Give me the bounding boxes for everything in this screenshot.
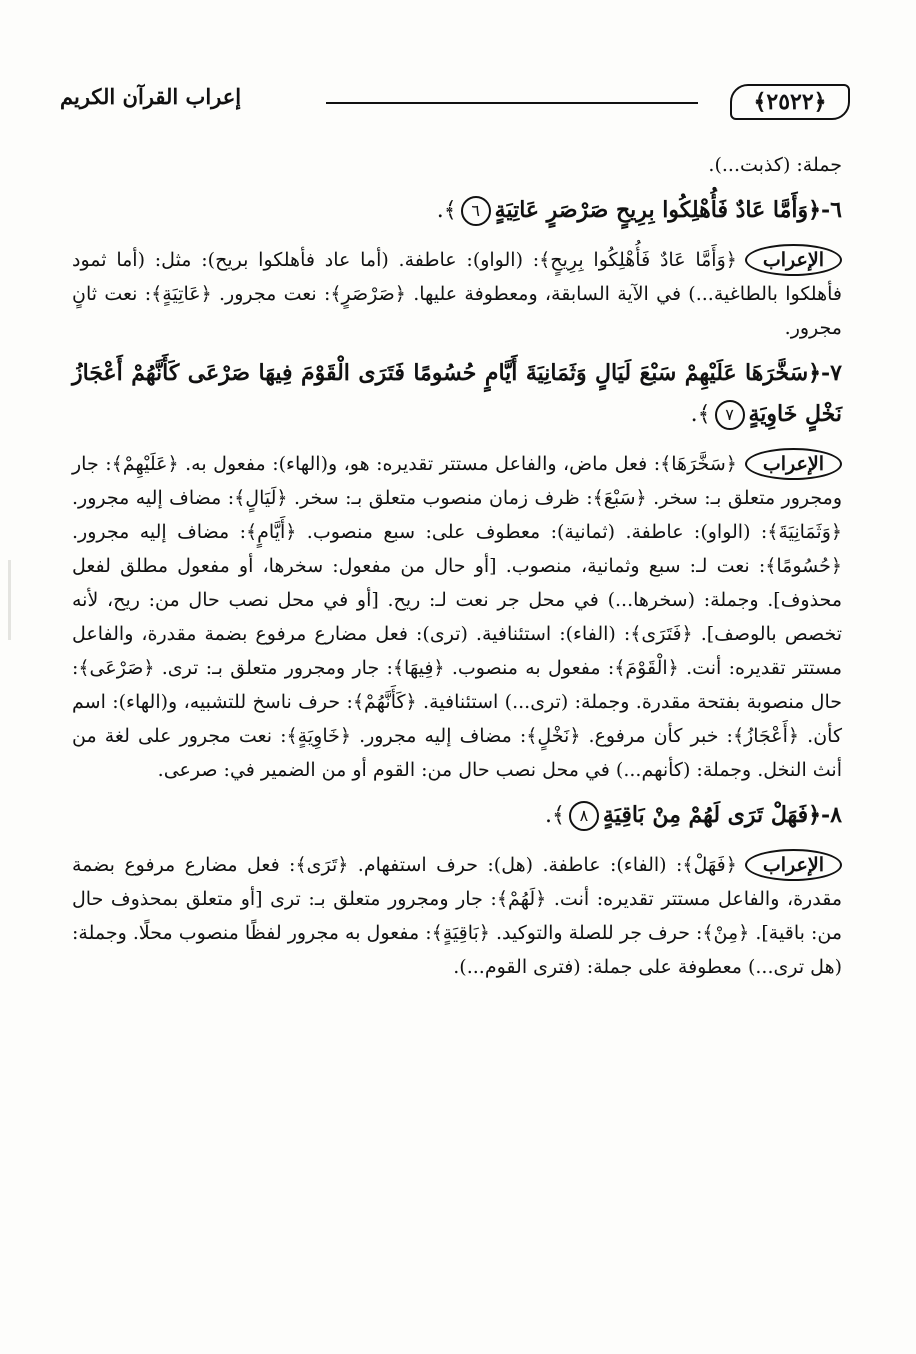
verse-number: ٨- <box>821 802 842 828</box>
book-title: إعراب القرآن الكريم <box>60 84 242 109</box>
page-header <box>60 78 850 130</box>
verse-number: ٧- <box>821 360 842 386</box>
verse-text: ﴿سَخَّرَهَا عَلَيْهِمْ سَبْعَ لَيَالٍ وَثَمَانِيَةَ أَيَّامٍ حُسُومًا فَتَرَى الْقَوْمَ فِيهَا صَرْعَى كَأَنَّهُمْ أَعْجَازُ نَخْلٍ خَاوِيَةٍ <box>72 360 842 427</box>
irab-text: ﴿سَخَّرَهَا﴾: فعل ماض، والفاعل مستتر تقديره: هو، و(الهاء): مفعول به. ﴿عَلَيْهِمْ﴾: جار ومجرور متعلق بـ: سخر. ﴿سَبْعَ﴾: ظرف زمان منصوب متعلق بـ: سخر. ﴿لَيَالٍ﴾: مضاف إليه مجرور. ﴿وَثَمَانِيَةَ﴾: (الواو): عاطفة. (ثمانية): معطوف على: سبع منصوب. ﴿أَيَّامٍ﴾: مضاف إليه مجرور. ﴿حُسُومًا﴾: نعت لـ: سبع وثمانية، منصوب. [أو حال من مفعول: سخرها، أو مفعول مطلق لفعل محذوف]. وجملة: (سخرها...) في محل جر نعت لـ: ريح. [أو في محل نصب حال من: ريح، لأنه تخصص بالوصف]. ﴿فَتَرَى﴾: (الفاء): استئنافية. (ترى): فعل مضارع مرفوع بضمة مقدرة، والفاعل مستتر تقديره: أنت. ﴿الْقَوْمَ﴾: مفعول به منصوب. ﴿فِيهَا﴾: جار ومجرور متعلق بـ: ترى. ﴿صَرْعَى﴾: حال منصوبة بفتحة مقدرة. وجملة: (ترى...) استئنافية. ﴿كَأَنَّهُمْ﴾: حرف ناسخ للتشبيه، و(الهاء): اسم كأن. ﴿أَعْجَازُ﴾: خبر كأن مرفوع. ﴿نَخْلٍ﴾: مضاف إليه مجرور. ﴿خَاوِيَةٍ﴾: نعت مجرور على لغة من أنث النخل. وجملة: (كأنهم...) في محل نصب حال من: القوم أو من الضمير في: صرعى. <box>72 453 842 781</box>
verse-text: ﴿وَأَمَّا عَادٌ فَأُهْلِكُوا بِرِيحٍ صَرْصَرٍ عَاتِيَةٍ <box>494 197 822 223</box>
ayah-marker: ٧ <box>715 400 745 430</box>
page-number-badge: ﴿٢٥٢٢﴾ <box>730 84 850 120</box>
verse-close: ﴾. <box>690 402 711 427</box>
verse-8 <box>72 795 842 836</box>
verse-text: ﴿فَهَلْ تَرَى لَهُمْ مِنْ بَاقِيَةٍ <box>602 802 822 828</box>
irab-text: ﴿وَأَمَّا عَادٌ فَأُهْلِكُوا بِرِيحٍ﴾: (الواو): عاطفة. (أما عاد فأهلكوا بريح): مثل: (أما ثمود فأهلكوا بالطاغية...) في الآية السابقة، ومعطوفة عليها. ﴿صَرْصَرٍ﴾: نعت مجرور. ﴿عَاتِيَةٍ﴾: نعت ثانٍ مجرور. <box>72 249 842 339</box>
verse-close: ﴾. <box>436 198 457 223</box>
irab-block-6 <box>72 243 842 345</box>
ayah-marker: ٦ <box>461 196 491 226</box>
page-content <box>72 148 842 992</box>
header-rule <box>326 102 698 104</box>
verse-close: ﴾. <box>545 803 565 828</box>
irab-text: ﴿فَهَلْ﴾: (الفاء): عاطفة. (هل): حرف استفهام. ﴿تَرَى﴾: فعل مضارع مرفوع بضمة مقدرة، والفاعل مستتر تقديره: أنت. ﴿لَهُمْ﴾: جار ومجرور متعلق بـ: ترى [أو متعلق بمحذوف حال من: باقية]. ﴿مِنْ﴾: حرف جر للصلة والتوكيد. ﴿بَاقِيَةٍ﴾: مفعول به مجرور لفظًا منصوب محلًا. وجملة: (هل ترى...) معطوفة على جملة: (فترى القوم...). <box>72 854 842 978</box>
ayah-marker: ٨ <box>569 801 599 831</box>
irab-block-8 <box>72 848 842 984</box>
verse-number: ٦- <box>821 197 842 223</box>
verse-7 <box>72 353 842 435</box>
irab-label: الإعراب <box>745 448 842 480</box>
verse-6 <box>72 190 842 231</box>
irab-block-7 <box>72 447 842 787</box>
scan-mark <box>8 560 11 640</box>
irab-label: الإعراب <box>745 244 842 276</box>
intro-line: جملة: (كذبت...). <box>708 154 842 176</box>
irab-label: الإعراب <box>745 849 842 881</box>
